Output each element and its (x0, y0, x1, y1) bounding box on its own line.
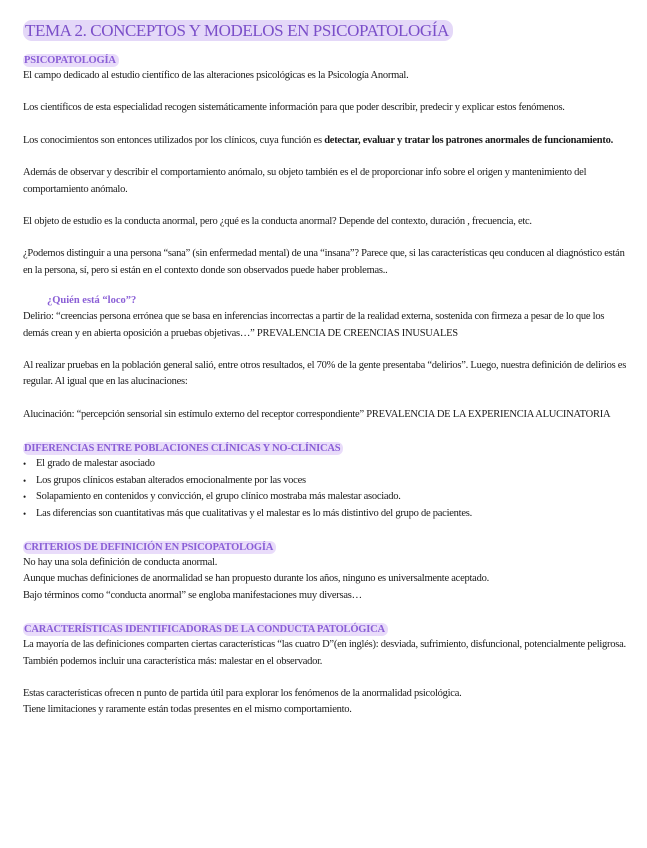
section-heading: DIFERENCIAS ENTRE POBLACIONES CLÍNICAS Y NO-CLÍNICAS (23, 442, 343, 455)
section-diferencias (23, 438, 627, 522)
paragraph: Al realizar pruebas en la población general salió, entre otros resultados, el 70% de la gente presentaba “delirios”. Luego, nuestra definición de delirios es regular. Al igual que en las alucinaciones: (23, 360, 627, 388)
section-heading: CARACTERÍSTICAS IDENTIFICADORAS DE LA CONDUCTA PATOLÓGICA (23, 623, 388, 636)
paragraph: El objeto de estudio es la conducta anormal, pero ¿qué es la conducta anormal? Depende del contexto, duración , frecuencia, etc. (23, 216, 532, 228)
paragraph: Estas características ofrecen n punto de partida útil para explorar los fenómenos de la anormalidad psicológica. (23, 687, 462, 699)
paragraph: La mayoría de las definiciones comparten ciertas características “las cuatro D”(en inglés): desviada, sufrimiento, disfuncional, potencialmente peligrosa. (23, 639, 626, 651)
section-criterios (23, 537, 627, 604)
paragraph: Alucinación: “percepción sensorial sin estímulo externo del receptor correspondiente” PREVALENCIA DE LA EXPERIENCIA ALUCINATORIA (23, 408, 611, 420)
section-heading: PSICOPATOLOGÍA (23, 54, 119, 67)
paragraph: ¿Podemos distinguir a una persona “sana” (sin enfermedad mental) de una “insana”? Parece que, si las características qeu conducen al diagnóstico están en la persona, sí, pero si están en el contexto donde son observados puede haber problemas.. (23, 248, 625, 276)
paragraph: Bajo términos como “conducta anormal” se engloba manifestaciones muy diversas… (23, 589, 362, 601)
list-item: • Solapamiento en contenidos y convicción, el grupo clínico mostraba más malestar asociado. (23, 489, 627, 505)
paragraph: También podemos incluir una característica más: malestar en el observador. (23, 655, 323, 667)
bold-text: detectar, evaluar y tratar los patrones anormales de funcionamiento. (324, 134, 614, 146)
paragraph (23, 133, 627, 149)
paragraph: Tiene limitaciones y raramente están todas presentes en el mismo comportamiento. (23, 704, 352, 716)
section-heading: CRITERIOS DE DEFINICIÓN EN PSICOPATOLOGÍA (23, 541, 276, 554)
bullet-list (23, 456, 627, 522)
section-psicopatologia (23, 50, 627, 423)
list-item: • Los grupos clínicos estaban alterados emocionalmente por las voces (23, 473, 627, 489)
subheading: ¿Quién está “loco”? (47, 295, 137, 307)
document-page (23, 20, 627, 719)
paragraph: Los científicos de esta especialidad recogen sistemáticamente información para que poder describir, predecir y explicar estos fenómenos. (23, 102, 565, 114)
paragraph: Además de observar y describir el comportamiento anómalo, su objeto también es el de proporcionar info sobre el origen y mantenimiento del comportamiento anómalo. (23, 167, 587, 195)
list-item: • Las diferencias son cuantitativas más que cualitativas y el malestar es lo más distintivo del grupo de pacientes. (23, 506, 627, 522)
paragraph-text: Los conocimientos son entonces utilizados por los clínicos, cuya función es (23, 134, 325, 146)
paragraph: Aunque muchas definiciones de anormalidad se han propuesto durante los años, ninguno es universalmente aceptado. (23, 573, 489, 585)
page-title: TEMA 2. CONCEPTOS Y MODELOS EN PSICOPATOLOGÍA (23, 20, 453, 41)
list-item: • El grado de malestar asociado (23, 456, 627, 472)
section-caracteristicas (23, 619, 627, 719)
paragraph: No hay una sola definición de conducta anormal. (23, 556, 218, 568)
paragraph: Delirio: “creencias persona errónea que se basa en inferencias incorrectas a partir de la realidad externa, sostenida con firmeza a pesar de lo que los demás crean y en abierta oposición a pruebas objetivas…” PREVALENCIA DE CREENCIAS INUSUALES (23, 311, 605, 339)
paragraph: El campo dedicado al estudio científico de las alteraciones psicológicas es la Psicología Anormal. (23, 70, 409, 81)
